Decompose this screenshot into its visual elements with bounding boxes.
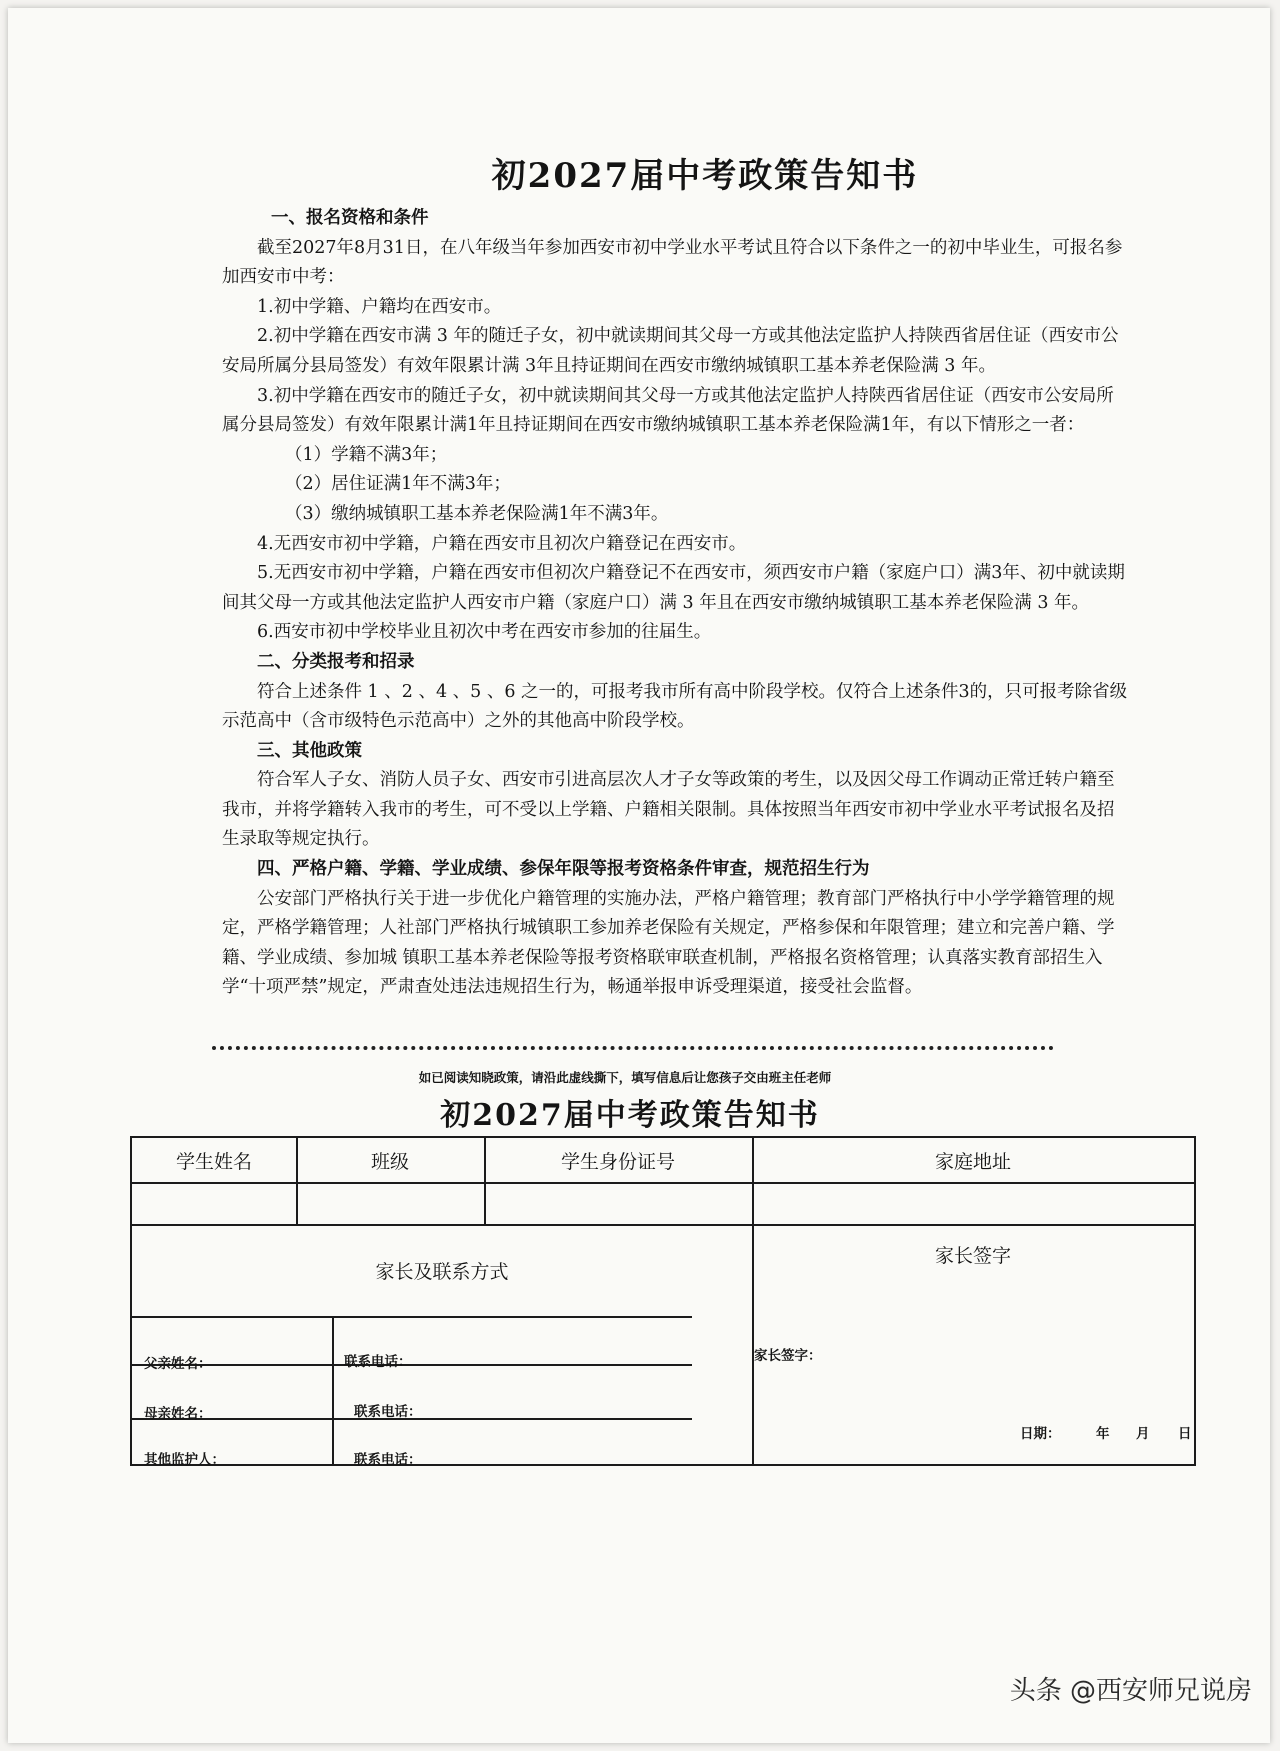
policy-paragraph: （3）缴纳城镇职工基本养老保险满1年不满3年。 xyxy=(285,503,669,524)
student-name-field[interactable] xyxy=(132,1182,296,1224)
policy-paragraph: 符合军人子女、消防人员子女、西安市引进高层次人才子女等政策的考生，以及因父母工作调动正常迁转户籍至我市，并将学籍转入我市的考生，可不受以上学籍、户籍相关限制。具体按照当年西安市初中学业水平考试报名及招生录取等规定执行。 xyxy=(222,770,1115,850)
reply-form xyxy=(130,1136,1196,1466)
policy-paragraph: （1）学籍不满3年； xyxy=(285,444,448,465)
policy-paragraph: 公安部门严格执行关于进一步优化户籍管理的实施办法，严格户籍管理；教育部门严格执行中小学学籍管理的规定，严格学籍管理；人社部门严格执行城镇职工参加养老保险有关规定，严格参保和年限管理；建立和完善户籍、学籍、学业成绩、参加城 镇职工基本养老保险等报考资格联审联查机制，严格报名资格管理；认真落实教育部招生入学“十项严禁”规定，严肃查处违法违规招生行为，畅通举报申诉受理渠道，接受社会监督。 xyxy=(222,888,1115,998)
mother-phone-label: 联系电话： xyxy=(354,1404,422,1420)
section-heading: 二、分类报考和招录 xyxy=(257,651,415,672)
date-month: 月 xyxy=(1136,1426,1150,1442)
policy-paragraph: 4.无西安市初中学籍，户籍在西安市且初次户籍登记在西安市。 xyxy=(257,533,747,554)
header-class: 班级 xyxy=(370,1150,409,1173)
section-heading: 三、其他政策 xyxy=(257,740,362,761)
notice-title: 初2027届中考政策告知书 xyxy=(491,156,919,196)
policy-paragraph: 5.无西安市初中学籍，户籍在西安市但初次户籍登记不在西安市，须西安市户籍（家庭户口）满3年、初中就读期间其父母一方或其他法定监护人西安市户籍（家庭户口）满 3 年且在西安市缴纳城镇职工基本养老保险满 3 年。 xyxy=(222,563,1125,613)
policy-paragraph: 2.初中学籍在西安市满 3 年的随迁子女，初中就读期间其父母一方或其他法定监护人持陕西省居住证（西安市公安局所属分县局签发）有效年限累计满 3年且持证期间在西安市缴纳城镇职工基本养老保险满 3 年。 xyxy=(222,326,1119,376)
tear-dotted-line xyxy=(212,1046,1054,1050)
section-heading: 四、严格户籍、学籍、学业成绩、参保年限等报考资格条件审查，规范招生行为 xyxy=(257,859,870,880)
header-home-address: 家庭地址 xyxy=(934,1150,1011,1173)
class-field[interactable] xyxy=(296,1182,484,1224)
notice-body xyxy=(222,204,1128,1003)
home-address-field[interactable] xyxy=(752,1182,1194,1224)
policy-paragraph: 6.西安市初中学校毕业且初次中考在西安市参加的往届生。 xyxy=(257,622,712,643)
header-student-name: 学生姓名 xyxy=(175,1150,252,1173)
student-id-field[interactable] xyxy=(484,1182,752,1224)
mother-name-label: 母亲姓名： xyxy=(144,1406,212,1422)
date-year: 年 xyxy=(1096,1426,1110,1442)
form-grid-line xyxy=(332,1316,334,1464)
tear-instruction: 如已阅读知晓政策，请沿此虚线撕下，填写信息后让您孩子交由班主任老师 xyxy=(418,1070,832,1085)
father-name-label: 父亲姓名： xyxy=(144,1356,212,1372)
other-guardian-label: 其他监护人： xyxy=(144,1452,225,1468)
section-heading: 一、报名资格和条件 xyxy=(271,208,429,228)
parent-signature-heading: 家长签字 xyxy=(934,1244,1011,1267)
guardian-phone-label: 联系电话： xyxy=(354,1452,422,1468)
form-grid-line xyxy=(132,1316,692,1318)
form-grid-line xyxy=(132,1364,692,1366)
header-student-id: 学生身份证号 xyxy=(560,1150,675,1173)
policy-paragraph: 截至2027年8月31日，在八年级当年参加西安市初中学业水平考试且符合以下条件之一的初中毕业生，可报名参加西安市中考： xyxy=(222,237,1123,288)
policy-paragraph: （2）居住证满1年不满3年； xyxy=(285,474,511,495)
policy-paragraph: 1.初中学籍、户籍均在西安市。 xyxy=(257,296,502,317)
father-phone-label: 联系电话： xyxy=(344,1354,412,1370)
signature-label: 家长签字： xyxy=(754,1348,822,1364)
parent-contact-heading: 家长及联系方式 xyxy=(375,1260,509,1283)
policy-paragraph: 3.初中学籍在西安市的随迁子女，初中就读期间其父母一方或其他法定监护人持陕西省居住证（西安市公安局所属分县局签发）有效年限累计满1年且持证期间在西安市缴纳城镇职工基本养老保险满1年，有以下情形之一者： xyxy=(222,385,1114,436)
watermark: 头条 @西安师兄说房 xyxy=(1009,1676,1252,1706)
form-title: 初2027届中考政策告知书 xyxy=(440,1098,820,1133)
date-label: 日期： xyxy=(1020,1426,1061,1442)
policy-paragraph: 符合上述条件 1 、2 、4 、5 、6 之一的，可报考我市所有高中阶段学校。仅符合上述条件3的，只可报考除省级示范高中（含市级特色示范高中）之外的其他高中阶段学校。 xyxy=(222,681,1128,732)
date-day: 日 xyxy=(1178,1426,1192,1442)
